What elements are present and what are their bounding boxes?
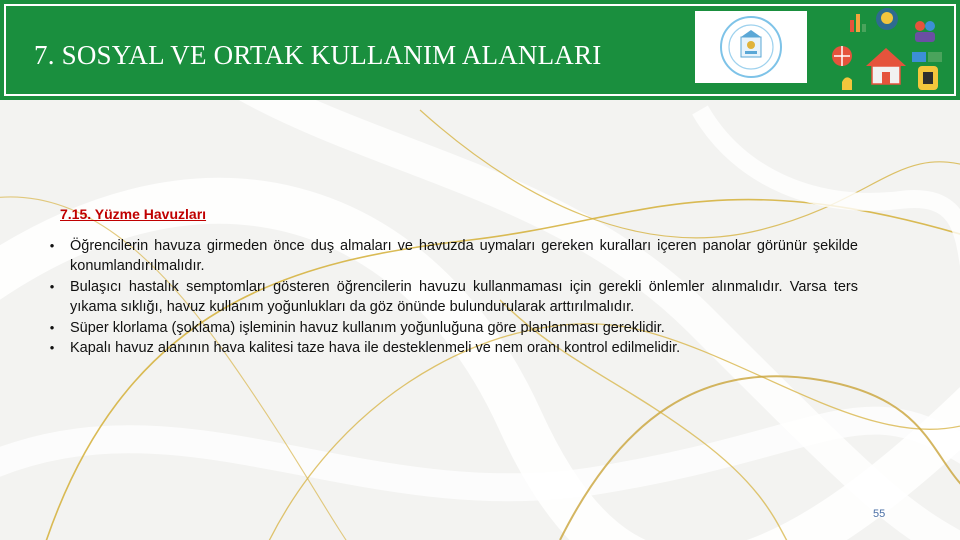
book-icon [912,52,942,62]
clipboard-icon [918,66,938,90]
bullet-icon: • [49,278,55,294]
people-icon [915,21,935,42]
hand-icon [842,77,852,90]
list-item [44,338,858,358]
list-item-text: Süper klorlama (şoklama) işleminin havuz kullanım yoğunluğuna göre planlanması gereklidir. [70,319,665,336]
lightbulb-icon [876,8,898,30]
bullet-icon: • [49,340,55,356]
header-bar [0,0,960,100]
bullet-icon: • [49,319,55,335]
globe-icon [832,46,852,66]
section-heading: 7.15. Yüzme Havuzları [60,206,207,222]
list-item-text: Bulaşıcı hastalık semptomları gösteren öğrencilerin havuzu kullanmaması için gerekli önlemler alınmalıdır. Varsa ters yıkama sıklığı, havuz kullanım yoğunlukları da göz önünde bulundurularak arttırılmalıdır. [70,278,858,316]
list-item [44,277,858,318]
bullet-icon: • [49,238,55,253]
institution-logo [695,11,807,83]
house-icon [866,48,906,84]
page-number: 55 [873,508,886,520]
education-icons-cluster [822,4,952,96]
chart-icon [850,14,866,32]
page-title: 7. SOSYAL VE ORTAK KULLANIM ALANLARI [34,40,602,70]
list-item [44,318,858,338]
list-item [44,236,858,277]
list-item-text: Öğrencilerin havuza girmeden önce duş almaları ve havuzda uymaları gereken kuralları içeren panolar görünür şekilde konumlandırılmalıdır. [70,238,858,275]
bullet-list [44,236,858,358]
institution-seal-icon [695,11,807,83]
list-item-text: Kapalı havuz alanının hava kalitesi taze hava ile desteklenmeli ve nem oranı kontrol edilmelidir. [70,340,681,357]
